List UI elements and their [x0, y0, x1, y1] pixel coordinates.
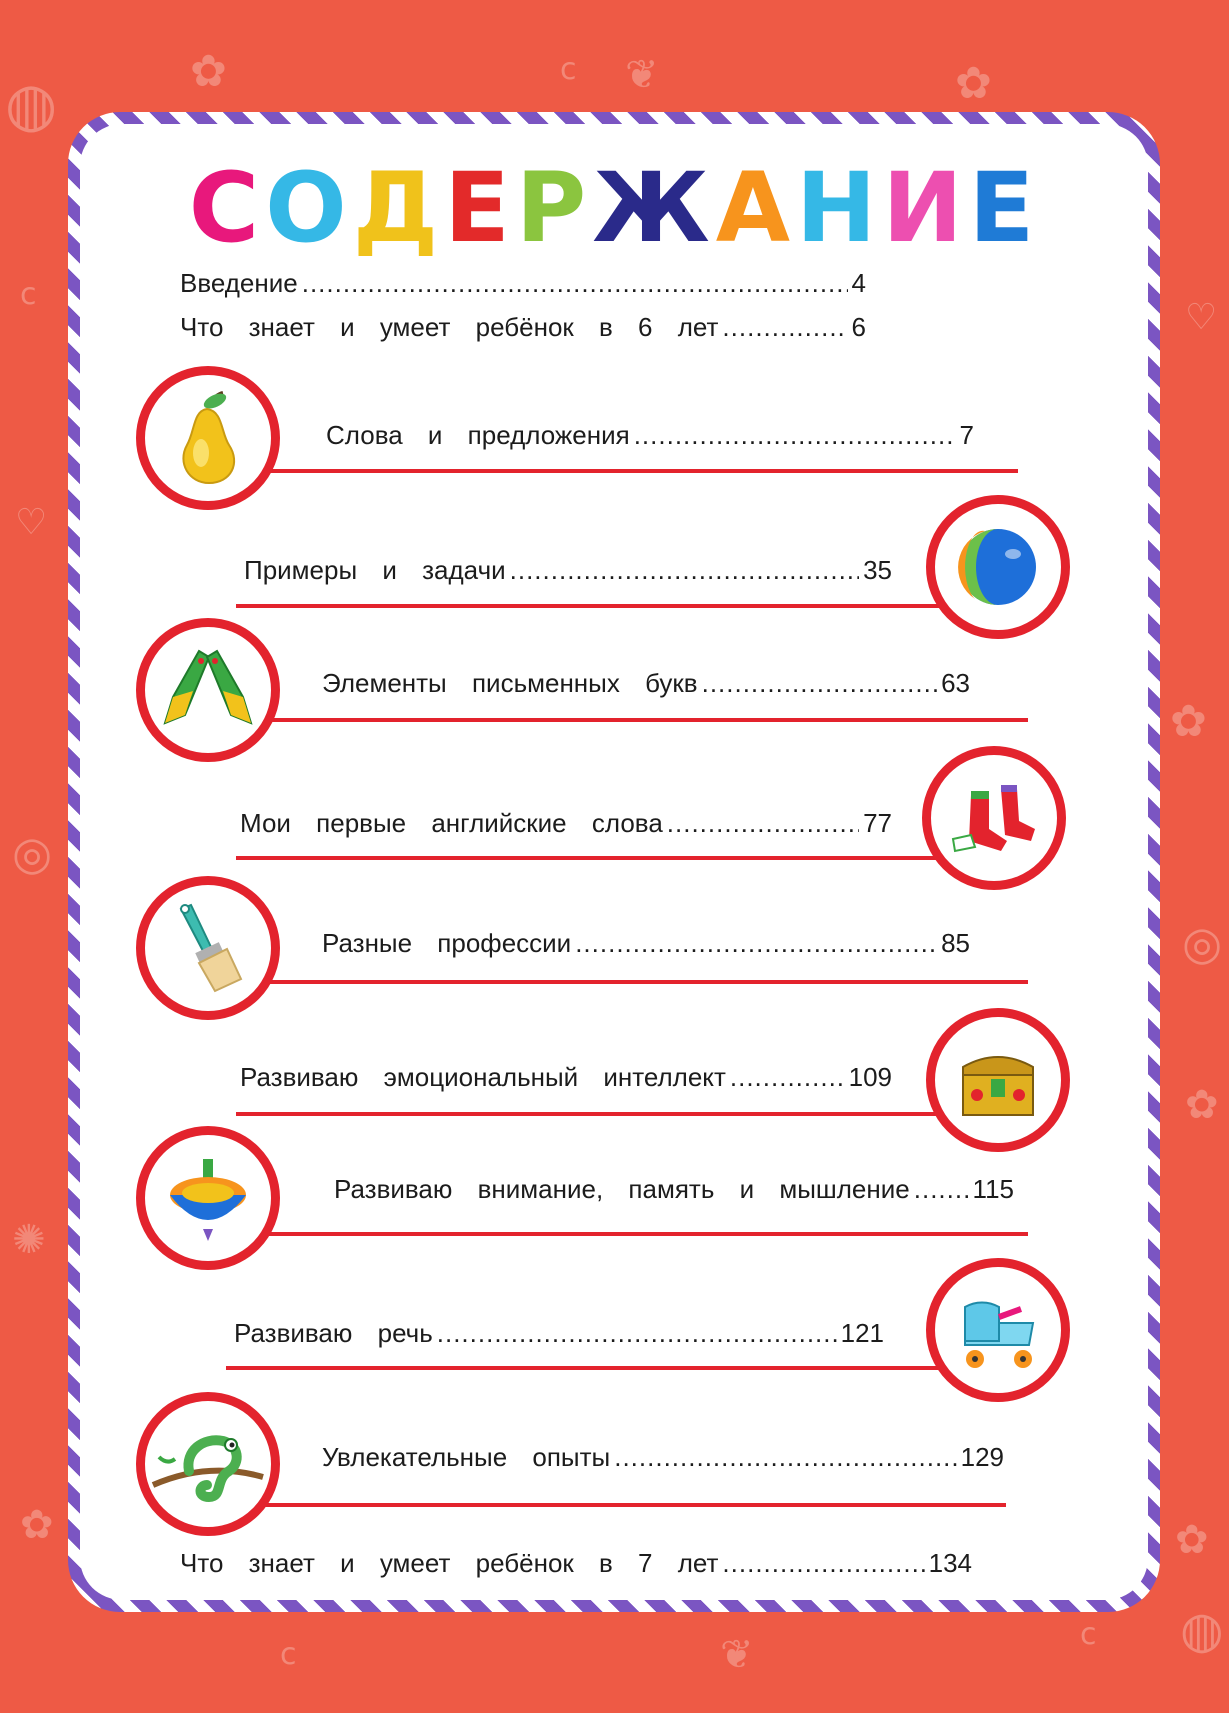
spinning-top-icon — [136, 1126, 280, 1270]
toc-leader-dots — [914, 1174, 969, 1205]
background-doodle-letter-icon: c — [1080, 1617, 1097, 1652]
toc-leader-dots — [510, 555, 859, 586]
toc-leader-dots — [575, 928, 937, 959]
toc-row-english[interactable] — [240, 808, 892, 844]
toc-leader-dots — [730, 1062, 845, 1093]
title-letter: О — [265, 152, 353, 264]
toc-leader-dots — [702, 668, 937, 699]
background-doodle-flower-icon: ✿ — [1175, 1517, 1209, 1563]
toc-row-professions[interactable] — [322, 928, 970, 964]
toc-row-speech[interactable] — [234, 1318, 884, 1354]
toc-page-number: 6 — [851, 312, 866, 342]
title-letter: Д — [352, 152, 445, 264]
toc-page-number: 85 — [941, 928, 970, 958]
chameleon-icon — [136, 1392, 280, 1536]
background-doodle-flower-icon: ✿ — [955, 58, 992, 109]
chest-icon — [926, 1008, 1070, 1152]
toc-row-attention[interactable] — [334, 1174, 1014, 1210]
toc-row-age-6[interactable] — [180, 312, 866, 348]
toc-row-words[interactable] — [326, 420, 974, 456]
toc-underline — [226, 1366, 942, 1370]
toc-underline — [262, 1232, 1028, 1236]
toc-leader-dots — [667, 808, 859, 839]
toc-page-number: 134 — [928, 1548, 972, 1578]
toc-label: Увлекательные опыты — [322, 1442, 611, 1472]
background-doodle-flower-icon: ✿ — [1170, 696, 1207, 747]
toc-label: Разные профессии — [322, 928, 572, 958]
toc-page-number: 121 — [840, 1318, 884, 1348]
toc-underline — [246, 1503, 1006, 1507]
title-letter: Н — [796, 152, 883, 264]
toc-page-number: 115 — [972, 1174, 1014, 1204]
toc-label: Примеры и задачи — [244, 555, 506, 585]
background-doodle-flower-icon: ✿ — [20, 1502, 54, 1548]
page-title — [0, 152, 1229, 264]
title-letter: Е — [968, 152, 1041, 264]
title-letter: Е — [444, 152, 516, 264]
toc-row-emotional[interactable] — [240, 1062, 892, 1098]
background-doodle-letter-icon: c — [280, 1637, 297, 1672]
toc-label: Развиваю речь — [234, 1318, 433, 1348]
toc-page-number: 129 — [960, 1442, 1004, 1472]
stroller-icon — [926, 1258, 1070, 1402]
background-doodle-swirl-icon: ◎ — [1182, 916, 1223, 970]
toc-page-number: 109 — [848, 1062, 892, 1092]
toc-row-age-7[interactable] — [180, 1548, 972, 1584]
toc-underline — [268, 980, 1028, 984]
toc-page-number: 35 — [863, 555, 892, 585]
background-doodle-heart-icon: ♡ — [1185, 297, 1218, 338]
toc-label: Развиваю эмоциональный интеллект — [240, 1062, 726, 1092]
paintbrush-icon — [136, 876, 280, 1020]
toc-page-number: 4 — [851, 268, 866, 298]
toc-page-number: 77 — [863, 808, 892, 838]
toc-leader-dots — [722, 312, 847, 343]
background-doodle-leaf-icon: ❦ — [720, 1632, 754, 1678]
title-letter: А — [715, 152, 797, 264]
toc-label: Развиваю внимание, память и мышление — [334, 1174, 910, 1204]
toc-row-letters[interactable] — [322, 668, 970, 704]
toc-row-intro[interactable] — [180, 268, 866, 304]
toc-row-math[interactable] — [244, 555, 892, 591]
background-doodle-star-icon: ✺ — [12, 1217, 46, 1263]
toc-page-number: 63 — [941, 668, 970, 698]
background-doodle-heart-icon: ♡ — [15, 502, 48, 543]
toc-label: Введение — [180, 268, 298, 298]
background-doodle-letter-icon: c — [560, 52, 577, 87]
background-doodle-flower-icon: ✿ — [190, 46, 227, 97]
toc-label: Слова и предложения — [326, 420, 630, 450]
background-doodle-ball-icon: ◍ — [1180, 1601, 1224, 1659]
toc-underline — [236, 1112, 948, 1116]
toc-underline — [262, 718, 1028, 722]
toc-leader-dots — [437, 1318, 837, 1349]
toc-leader-dots — [614, 1442, 956, 1473]
pear-icon — [136, 366, 280, 510]
background-doodle-letter-icon: c — [20, 277, 37, 312]
toc-page-number: 7 — [959, 420, 974, 450]
toc-label: Что знает и умеет ребёнок в 6 лет — [180, 312, 719, 342]
toc-leader-dots — [634, 420, 956, 451]
flippers-icon — [136, 618, 280, 762]
title-letter: Ж — [592, 152, 716, 264]
title-letter: С — [188, 152, 266, 264]
background-doodle-flower-icon: ✿ — [1185, 1082, 1219, 1128]
background-doodle-ball-icon: ◍ — [5, 70, 58, 140]
toc-label: Элементы письменных букв — [322, 668, 698, 698]
socks-icon — [922, 746, 1066, 890]
toc-leader-dots — [722, 1548, 924, 1579]
background-doodle-swirl-icon: ◎ — [12, 826, 53, 880]
toc-label: Что знает и умеет ребёнок в 7 лет — [180, 1548, 719, 1578]
toc-underline — [236, 604, 956, 608]
toc-leader-dots — [302, 268, 848, 299]
ball-icon — [926, 495, 1070, 639]
title-letter: И — [882, 152, 969, 264]
title-letter: Р — [515, 152, 593, 264]
toc-row-experiments[interactable] — [322, 1442, 1004, 1478]
background-doodle-leaf-icon: ❦ — [625, 52, 659, 98]
toc-label: Мои первые английские слова — [240, 808, 663, 838]
toc-underline — [236, 856, 952, 860]
toc-underline — [250, 469, 1018, 473]
